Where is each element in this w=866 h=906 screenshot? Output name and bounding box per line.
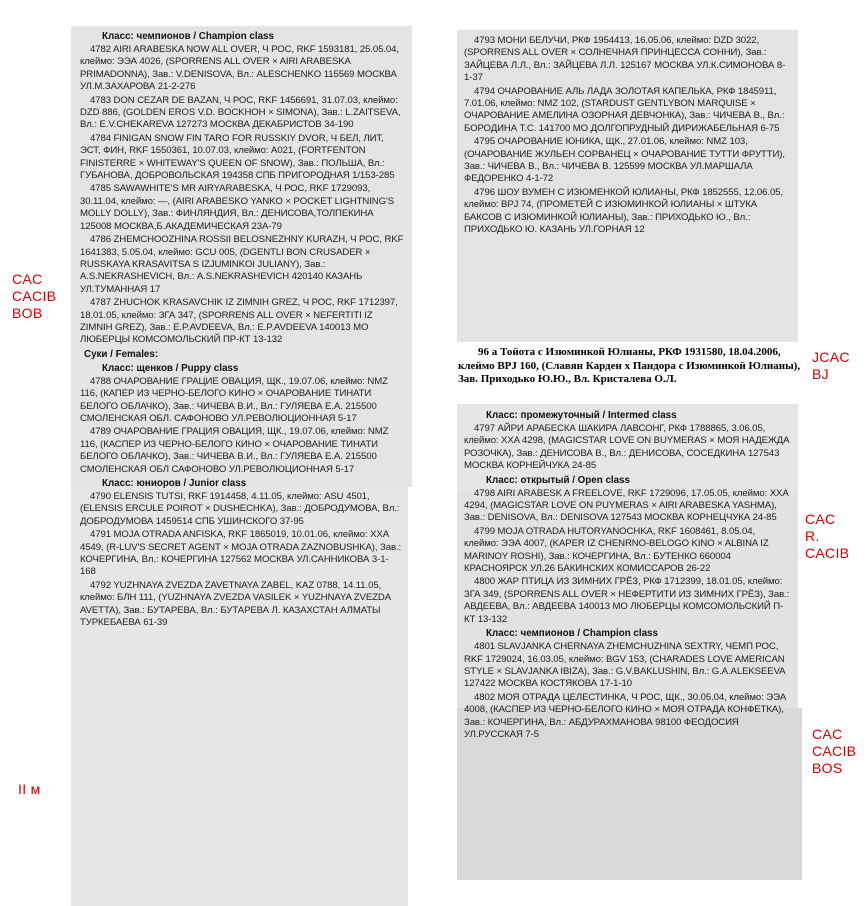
catalog-entry: 4794 ОЧАРОВАНИЕ АЛЬ ЛАДА ЗОЛОТАЯ КАПЕЛЬКА, РКФ 1845911, 7.01.06, клеймо: NMZ 102, (STARDUST GENTLYBON MARQUISE × ОЧАРОВАНИЕ АМЕЛИНА ОЗОРНАЯ ДЕВЧОНКА), Зав.: ЧИЧЕВА В., Вл.: БОРОДИНА Т.С. 141700 МО ДОЛГОПРУДНЫЙ ДИРИЖАБЕЛЬНАЯ 6-75 [464,85,785,134]
award-label: CAC [812,726,843,742]
catalog-entry: 4782 AIRI ARABESKA NOW ALL OVER, Ч РОС, RKF 1593181, 25.05.04, клеймо: ЭЭА 4026, (SPORRENS ALL OVER × AIRI ARABESKA PRIMADONNA), Зав.: V.DENISOVA, Вл.: ALESCHENKO 115569 МОСКВА УЛ.М.ЗАХАРОВА 21-2-276 [80,44,399,93]
award-label: BJ [812,366,829,382]
catalog-entry: 4801 SLAVJANKA CHERNAYA ZHEMCHUZHINA SEXTRY, ЧЕМП РОС, RKF 1729024, 16.03.05, клеймо: BGV 153, (CHARADES LOVE AMERICAN STYLE × SLAVJANKA IBIZA), Зав.: G.V.BAKLUSHIN, Вл.: G.A.ALEKSEEVA 127422 МОСКВА КОСТЯКОВА 17-1-10 [464,641,785,690]
left-column [74,27,410,630]
section-header-puppy: Класс: щенков / Puppy class [102,362,239,374]
award-annotation-second-place [18,781,41,798]
catalog-entry: 4796 ШОУ ВУМЕН С ИЗЮМЕНКОЙ ЮЛИАНЫ, РКФ 1852555, 12.06.05, клеймо: BPJ 74, (ПРОМЕТЕЙ С ИЗЮМИНКОЙ ЮЛИАНЫ × ШТУКА БАКСОВ С ИЗЮМИНКОЙ ЮЛИАНЫ), Зав.: ПРИХОДЬКО Ю., Вл.: ПРИХОДЬКО Ю. КАЗАНЬ УЛ.ГОРНАЯ 12 [464,186,783,236]
award-label: CACIB [812,743,857,759]
section-header-open: Класс: открытый / Open class [486,474,630,486]
catalog-entry: 4785 SAWAWHITE'S MR AIRYARABESKA, Ч РОС, RKF 1729093, 30.11.04, клеймо: —, (AIRI ARABESKO YANKO × POCKET LIGHTNING'S MOLLY DOLLY), Зав.: ФИНЛЯНДИЯ, Вл.: ДЕНИСОВА,ТОЛПЕКИНА 125008 МОСКВА,Б.АКАДЕМИЧЕСКАЯ 23А-79 [80,183,395,232]
award-annotation-cac-cacib-bos [812,726,856,777]
right-column-top [458,32,796,238]
award-annotation-cac-rcacib [805,511,849,562]
catalog-entry: 4790 ELENSIS TUTSI, RKF 1914458, 4.11.05, клеймо: ASU 4501, (ELENSIS ERCULE POIROT × DUSHECHKA), Зав.: ДОБРОДУМОВА, Вл.: ДОБРОДУМОВА 1459514 СПБ УШИНСКОГО 37-95 [80,491,400,527]
award-annotation-jcac-bj [812,349,850,383]
award-label: CAC [805,511,836,527]
right-column-bottom [458,406,798,742]
section-header-junior: Класс: юниоров / Junior class [102,478,247,489]
section-header-females: Суки / Females: [84,348,159,360]
section-header-champion-females: Класс: чемпионов / Champion class [486,628,658,640]
catalog-entry: 4792 YUZHNAYA ZVEZDA ZAVETNAYA ZABEL, KAZ 0788, 14.11.05, клеймо: БЛН 111, (YUZHNAYA ZVEZDA VASILEK × YUZHNAYA ZVEZDA AVETTA), Зав.: БУТАРЕВА, Вл.: БУТАРЕВА Л. КАЗАХСТАН АЛМАТЫ ТУРКЕБАЕВА 61-39 [80,579,391,629]
section-header-intermed: Класс: промежуточный / Intermed class [486,410,677,421]
catalog-entry: 4799 MOJA OTRADA HUTORYANOCHKA, RKF 1608461, 8.05.04, клеймо: ЭЭА 4007, (KAPER IZ CHENRNO-BELOGO KINO × ALBINA IZ MARINOY ROSHI), Зав.: КОЧЕРГИНА, Вл.: БУТЕНКО 660004 КРАСНОЯРСК УЛ.26 БАКИНСКИХ КОМИССАРОВ 26-22 [464,525,769,575]
catalog-entry: 4795 ОЧАРОВАНИЕ ЮНИКА, ЩК., 27.01.06, клеймо: NMZ 103, (ОЧАРОВАНИЕ ЖУЛЬЕН СОРВАНЕЦ × ОЧАРОВАНИЕ ТУТТИ ФРУТТИ), Зав.: ЧИЧЕВА В., Вл.: ЧИЧЕВА В. 125599 МОСКВА УЛ.МАРШАЛА ФЕДОРЕНКО 4-1-72 [464,136,785,185]
catalog-entry: 4783 DON CEZAR DE BAZAN, Ч РОС, RKF 1456691, 31.07.03, клеймо: DZD 886, (GOLDEN EROS V.D. BOCKHOH × SIMONA), Зав.: L.ZAITSEVA, Вл.: E.V.CHEKAREVA 127273 МОСКВА ДЕКАБРИСТОВ 34-190 [80,94,401,131]
catalog-entry: 4793 МОНИ БЕЛУЧИ, РКФ 1954413, 16.05.06, клеймо: DZD 3022, (SPORRENS ALL OVER × СОЛНЕЧНАЯ ПРИНЦЕССА СОННИ), Зав.: ЗАЙЦЕВА Л.Л., Вл.: ЗАЙЦЕВА Л.Л. 125167 МОСКВА УЛ.К.СИМОНОВА 8-1-37 [464,35,786,84]
award-annotation-cac-cacib-bob [12,271,56,322]
catalog-entry: 4789 ОЧАРОВАНИЕ ГРАЦИЯ ОВАЦИЯ, ЩК., 19.07.06, клеймо: NMZ 116, (КАСПЕР ИЗ ЧЕРНО-БЕЛОГО КИНО × ОЧАРОВАНИЕ ТИНАТИ БЕЛОГО ОБЛАЧКО), Зав.: ЧИЧЕВА В.И., Вл.: ГУЛЯЕВА Е.А. 215500 СМОЛЕНСКАЯ ОБЛ САФОНОВО УЛ.РЕВОЛЮЦИОННАЯ 5-17 [80,426,389,475]
catalog-entry: 4788 ОЧАРОВАНИЕ ГРАЦИЕ ОВАЦИЯ, ЩК., 19.07.06, клеймо: NMZ 116, (КАПЕР ИЗ ЧЕРНО-БЕЛОГО КИНО × ОЧАРОВАНИЕ ТИНАТИ БЕЛОГО ОБЛАЧКО), Зав.: ЧИЧЕВА В.И., Вл.: ГУЛЯЕВА Е.А. 215500 СМОЛЕНСКАЯ ОБЛ. САФОНОВО УЛ.РЕВОЛЮЦИОННАЯ 5-17 [80,375,388,424]
catalog-entry: 4786 ZHEMCHOOZHINA ROSSII BELOSNEZHNY KURAZH, Ч РОС, RKF 1641383, 5.05.04, клеймо: GCU 005, (DGENTLI BON CRUSADER × RUSSKAYA KRASAVITSA S IZJUMINKOI JULIANY), Зав.: A.S.NEKRASHEVICH, Вл.: A.S.NEKRASHEVICH 420140 КАЗАНЬ УЛ.ТУМАННАЯ 17 [80,234,404,295]
award-label: CACIB [805,545,850,561]
award-label: R. [805,528,820,544]
catalog-entry: 4784 FINIGAN SNOW FIN TARO FOR RUSSKIY DVOR, Ч БЕЛ, ЛИТ, ЭСТ, ФИН, RKF 1550361, 10.07.03, клеймо: A021, (FORTFENTON FINISTERRE × WHITEWAY'S QUEEN OF SNOW), Зав.: ПОЛЬША, Вл.: ГУБАНОВА, ДОБРОВОЛЬСКАЯ 194358 СПБ ПРИГОРОДНАЯ 1/153-285 [80,132,395,182]
award-label: CACIB [12,288,57,304]
inserted-entry: 96 а Тойота с Изюминкой Юлианы, РКФ 1931580, 18.04.2006, клеймо BPJ 160, (Славян Карден х Пандора с Изюминкой Юлианы), Зав. Приходько Ю.Ю., Вл. Кристалева О.Л. [458,346,801,386]
catalog-entry: 4798 AIRI ARABESK A FREELOVE, RKF 1729096, 17.05.05, клеймо: XXA 4294, (MAGICSTAR LOVE ON PUYMERAS × AIRI ARABESKA YASHMA), Зав.: DENISOVA, Вл.: DENISOVA 127543 МОСКВА КОРНЕЦЧУКА 24-85 [464,487,789,524]
catalog-entry: 4787 ZHUCHOK KRASAVCHIK IZ ZIMNIH GREZ, Ч РОС, RKF 1712397, 18.01.05, клеймо: ЗГА 347, (SPORRENS ALL OVER × NEFERTITI IZ ZIMNIH GREZ), Зав.: E.P.AVDEEVA, Вл.: E.P.AVDEEVA 140013 МО ЛЮБЕРЦЫ КОМСОМОЛЬСКИЙ ПР-КТ 13-132 [80,297,398,346]
catalog-entry: 4791 MOJA OTRADA ANFISKA, RKF 1865019, 10.01.06, клеймо: XXA 4549, (R-LUV'S SECRET AGENT × MOJA OTRADA ZAZNOBUSHKA), Зав.: КОЧЕРГИНА, Вл.: КОЧЕРГИНА 127562 МОСКВА УЛ.САННИКОВА 3-1-168 [80,529,402,578]
catalog-entry: 4800 ЖАР ПТИЦА ИЗ ЗИМНИХ ГРЁЗ, РКФ 1712399, 18.01.05, клеймо: ЗГА 349, (SPORRENS ALL OVER × НЕФЕРТИТИ ИЗ ЗИМНИХ ГРЁЗ), Зав.: АВДЕЕВА, Вл.: АВДЕЕВА 140013 МО ЛЮБЕРЦЫ КОМСОМОЛЬСКИЙ П-КТ 13-132 [464,576,790,625]
catalog-entry: 4802 МОЯ ОТРАДА ЦЕЛЕСТИНКА, Ч РОС, ЩК., 30.05.04, клеймо: ЭЭА 4008, (КАСПЕР ИЗ ЧЕРНО-БЕЛОГО КИНО × МОЯ ОТРАДА КОНФЕТКА), Зав.: КОЧЕРГИНА, Вл.: АБДУРАХМАНОВА 98100 ФЕОДОСИЯ УЛ.РУССКАЯ 7-5 [464,691,787,740]
award-label: JCAC [812,349,850,365]
catalog-entry: 4797 АЙРИ АРАБЕСКА ШАКИРА ЛАВСОНГ, РКФ 1788865, 3.06.05, клеймо: XXA 4298, (MAGICSTAR LOVE ON BUYMERAS × МОЯ НАДЕЖДА РОЗОЧКА), Зав.: ДЕНИСОВА В., Вл.: ДЕНИСОВА, СОСЕДКИНА 127543 МОСКВА КОРНЕЙЧУКА 24-85 [464,423,790,472]
award-label: II м [18,781,41,797]
award-label: BOB [12,305,43,321]
award-label: CAC [12,271,43,287]
award-label: BOS [812,760,843,776]
section-header-champion-males: Класс: чемпионов / Champion class [102,31,274,42]
